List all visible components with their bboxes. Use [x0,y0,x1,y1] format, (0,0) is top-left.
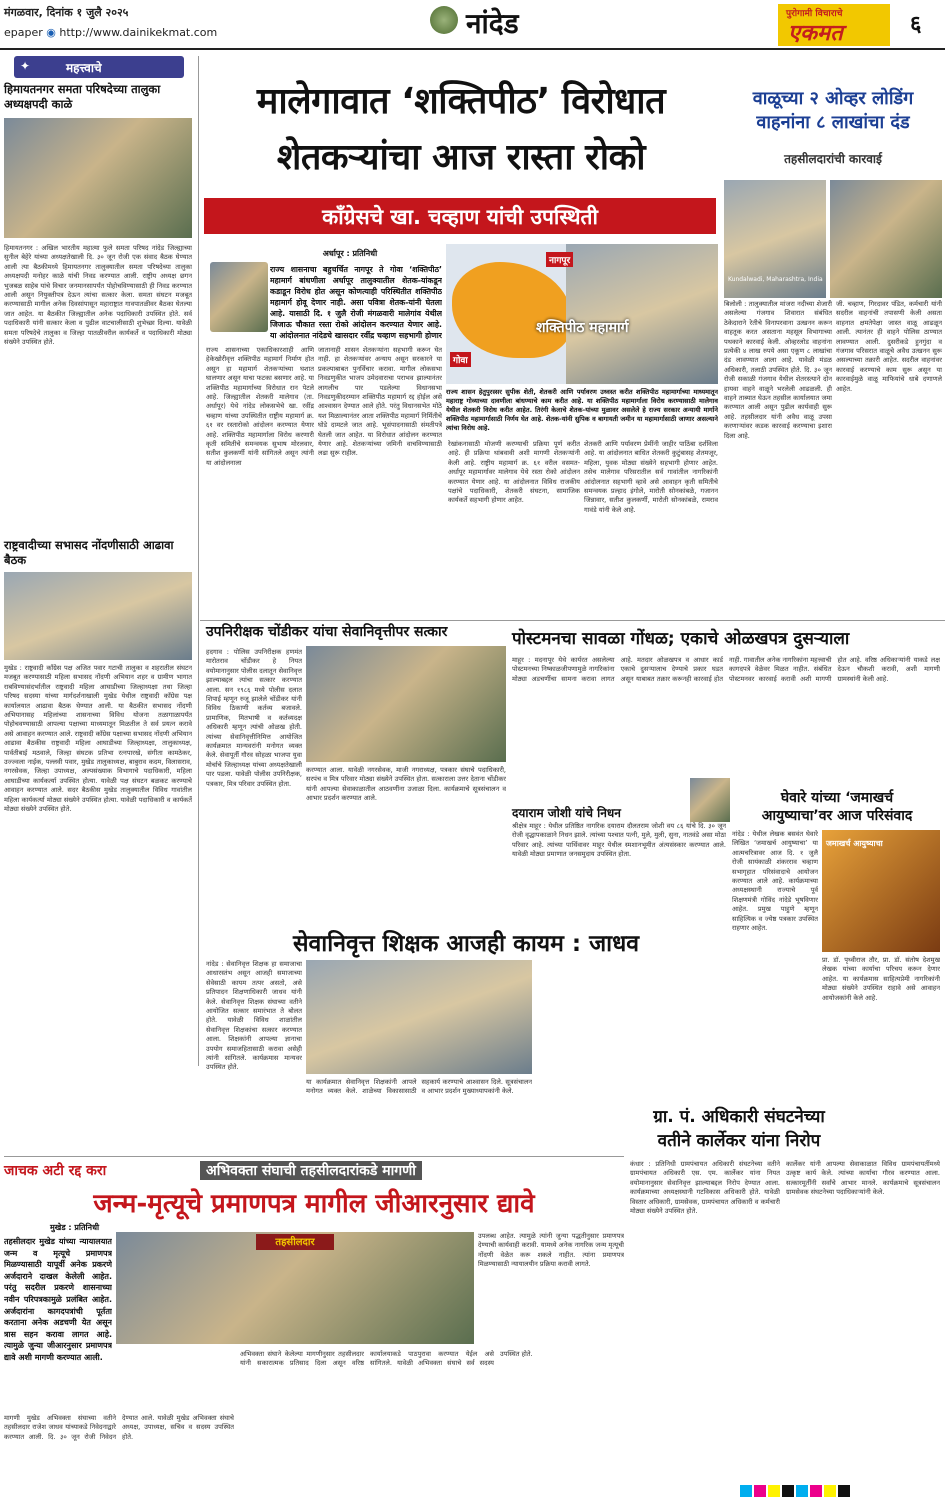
sand-headline-1: वाळूच्या २ ओव्हर लोडिंग [752,88,914,109]
jadhav-photo [306,960,532,1074]
lead-intro: राज्य शासनाचा बहुचर्चित नागपूर ते गोवा ‘शक्तिपीठ’ महामार्ग बांधणीला अर्धापूर तालुक्यातील शेतक-यांकडून कडाडून विरोध होत असून कोणत्याही परिस्थितीत शक्तिपीठ महामार्ग होवू देणार नाही. असा पवित्रा शेतक-यांनी घेतला आहे. यासाठी दि. १ जुलै रोजी मंगळवारी मालेगांव येथील जिजाऊ चौकात रस्ता रोको आंदोलन करण्यात येणार आहे. या आंदोलनात नांदेडचे खासदार रवींद्र चव्हाण सहभागी होणार [270,265,442,340]
karlekar-headline-1: ग्रा. पं. अधिकारी संघटनेच्या [653,1107,825,1127]
map-label: शक्तिपीठ महामार्ग [536,320,629,336]
lead-col-1: राज्य शासनाच्या एकाधिकारशाही आणि हेकेखोरीवृत्त शक्तिपीठ महामार्ग निर्माण होत असून हा महामार्ग शेतकऱ्यांच्या घशात घालणार असून याचा फटका बसणार आहे. या शक्तिपीठ महामार्गाच्या विरोधात रान पेटले आहे. जिल्ह्यातील शेतकरी मालेगाव (ता. अर्धापूर) येथे नांदेड लोकसभेचे खा. रवींद्र चव्हाण यांच्या उपस्थितीत राष्ट्रीय महामार्ग क्र. ६१ वर रस्तारोको आंदोलन करण्यात येणार आहे. शक्तिपीठ महामार्गाला विरोध करणारी कृती समितीचे समन्वयक सुभाष मोरलवार, सतीश कुलकर्णी यांनी सांगितले असून त्यांनी या आंदोलनाला [206,346,314,467]
book-body-2: प्रा. डॉ. पृथ्वीराज तौर, प्रा. डॉ. संतोष देशमुख लेखक यांच्या कार्याचा परिचय करून देणार आहेत. या कार्यक्रमास साहित्यप्रेमी नागरिकांनी मोठ्या संख्येने उपस्थित राहावे असे आवाहन आयोजकांनी केले आहे. [822,956,940,1002]
bottom-photo [116,1232,474,1344]
mp-portrait [210,262,268,332]
karlekar-body: कंधार : प्रतिनिधी ग्रामपंचायत अधिकारी संघटनेच्या वतीने ग्रामपंचायत अधिकारी एस. एम. कार्लेकर यांना नियत वयोमानानुसार सेवानिवृत्त झाल्याबद्दल निरोप देण्यात आला. कार्यक्रमाच्या अध्यक्षस्थानी गटविकास अधिकारी होते. यावेळी विस्तार अधिकारी, ग्रामसेवक, ग्रामपंचायत अधिकारी व कर्मचारी मोठ्या संख्येने उपस्थित होते. [630,1160,780,1216]
lead-col-4: शेतकरी आणि पर्यावरण प्रेमींनी जाहीर पाठिंबा दर्शविला आहे. या आंदोलनात बाधित शेतकरी कुटुंबासह शेतमजूर, महिला, युवक मोठ्या संख्येने सहभागी होणार आहेत. तसेच मालेगाव परिसरातील सर्व गावांतील नागरिकांनी आंदोलनात सहभागी व्हावे असे आवाहन कृती समितीचे समन्वयक प्रल्हाद इंगोले, मारोती सोनकांबळे, गजानन जिन्नावार, सतीश कुलकर्णी, मारोती सोनकांबळे, रामराव गावंडे यांनी केले आहे. [584,440,718,514]
sand-headline-2: वाहनांना ८ लाखांचा दंड [756,112,910,133]
lead-dateline: अर्धापूर : प्रतिनिधी [322,249,378,258]
jadhav-headline: सेवानिवृत्त शिक्षक आजही कायम : जाधव [292,931,640,957]
sidebar-story2-headline: राष्ट्रवादीच्या सभासद नोंदणीसाठी आढावा बैठक [4,538,174,567]
bottom-col-1: मागणी मुखेड अभिवक्ता संघाच्या वतीने तहसीलदार राजेश जाधव यांच्याकडे निवेदनाद्वारे करण्यात आली. दि. ३० जून रोजी निवेदन देण्यात आले. यावेळी मुखेड अभिवक्ता संघाचे अध्यक्ष, उपाध्यक्ष, सचिव व सदस्य उपस्थित होते. [4,1414,234,1441]
star-icon: ✦ [20,59,31,73]
edition-name: नांदेड [466,7,519,40]
masthead [0,0,945,50]
page-number: ६ [910,12,922,37]
bottom-dateline: मुखेड : प्रतिनिधी [50,1223,100,1232]
mid-rule [200,620,945,621]
highway-map [446,244,718,384]
issue-date: मंगळवार, दिनांक १ जुलै २०२५ [4,6,129,19]
police-photo [306,646,506,762]
map-city-2: गोवा [450,352,471,367]
globe-icon: ◉ [46,26,56,39]
section-tag [14,56,184,78]
book-cover [822,830,940,952]
epaper-link[interactable] [4,26,217,39]
lead-subhead: काँग्रेसचे खा. चव्हाण यांची उपस्थिती [322,205,598,229]
ribbon-left: जाचक अटी रद्द करा [4,1163,107,1179]
bottom-ribbon [4,1156,624,1180]
ribbon-right: अभिवक्ता संघाची तहसीलदारांकडे मागणी [200,1161,422,1180]
lead-subhead-box [204,198,716,234]
obit-body: श्रीक्षेत्र माहूर : येथील प्रतिष्ठित नागरिक दयाराम दौलतराम जोशी वय ८६ यांचे दि. ३० जून रोजी वृद्धापकाळाने निधन झाले. त्यांच्या पश्चात पत्नी, मुले, मुली, सुना, नातवंडे असा मोठा परिवार आहे. त्यांच्या पार्थिवावर माहूर येथील स्मशानभूमीत अंत्यसंस्कार करण्यात आले. यावेळी मोठ्या प्रमाणात जनसमुदाय उपस्थित होता. [512,822,726,859]
sidebar-story1-photo [4,118,192,238]
brand-box [778,4,890,46]
police-body-2: करण्यात आला. यावेळी नगरसेवक, माजी नगराध्यक्ष, पत्रकार संघाचे पदाधिकारी, सरपंच व मित्र परिवार मोठ्या संख्येने उपस्थित होता. सत्काराला उत्तर देताना चोंडीकर यांनी आपल्या सेवाकाळातील आठवणींना उजाळा दिला. कार्यक्रमाचे सूत्रसंचालन व आभार प्रदर्शन करण्यात आले. [306,766,506,803]
sidebar-story2-body: मुखेड : राष्ट्रवादी काँग्रेस पक्ष अजित पवार गटाची तालुका व शहरातील संघटन मजबूत करण्यासाठी महिला सभासद नोंदणी अभियान शहर व ग्रामीण भागात राबविण्यासंदर्भातील राष्ट्रवादी महिला आघाडीच्या जिल्हाध्यक्षा तथा जिल्हा परिषद सदस्या यांच्या मार्गदर्शनाखाली मुखेड येथील राष्ट्रवादी काँग्रेस पक्ष कार्यालयात आढावा बैठक घेण्यात आली. या बैठकीत सभासद नोंदणी अभियानासह महिलांच्या शासनाच्या विविध योजना तळागाळापर्यंत पोहोचवण्यासाठी आपल्या पक्षाच्या माध्यमातून मिळतील ते सर्व प्रयत्न करावे असे आवाहन करण्यात आले. राष्ट्रवादी काँग्रेस पक्षाच्या सभासद नोंदणी अभियान आढावा बैठकीस राष्ट्रवादी महिला आघाडीच्या जिल्हाध्यक्षा, तालुकाध्यक्ष, पार्वतीबाई मठवाले, जिल्हा संघटक प्रतिभा रत्नपारखे, संगीता कामठेकर, उज्ज्वला नाईक, पल्लवी पवार, मुखेड तालुकाध्यक्ष, बाबुराव कदम, विलासराव, नगरसेवक, जिल्हा उपाध्यक्ष, अल्पसंख्याक विभागाचे पदाधिकारी, महिला आघाडीच्या कार्यकर्त्या उपस्थित होत्या. यावेळी पक्ष संघटन बळकट करण्याचे आवाहन करण्यात आले. सदर बैठकीस मुखेड तालुक्यातील विविध गावांतील महिला कार्यकर्त्या मोठ्या संख्येने उपस्थित होत्या. यावेळी पदाधिकारी व कार्यकर्ते मोठ्या संख्येने उपस्थित होते. [4,664,192,814]
website-url[interactable]: http://www.dainikekmat.com [59,26,218,39]
sidebar-story1-body: हिमायतनगर : अखिल भारतीय महात्मा फुले समता परिषद नांदेड जिल्ह्याच्या सुनील बेहेरे यांच्या अध्यक्षतेखाली दि. ३० जून रोजी एक संवाद बैठक घेण्यात आली त्या बैठकीमध्ये हिमायतनगर तालुक्यातील समता परिषदेच्या तालुका अध्यक्षपदी मनोहर काळे यांची निवड करण्यात आली. राष्ट्रीय अध्यक्ष छगन भुजबळ साहेब यांचे विचार जनमानसापर्यंत पोहोचविण्यासाठी ही निवड करण्यात आली असून नियुक्तीपत्र देऊन त्यांचा सत्कार केला. समता संघटन मजबूत करण्यासाठी मागील अनेक दिवसांपासून महाराष्ट्रात गावपातळीवर बैठका घेतल्या जात आहेत. या बैठकीत जिल्ह्यातील अनेक पदाधिकारी उपस्थित होते. सर्व पदाधिकारी यांनी सत्कार केला व पुढील वाटचालीसाठी शुभेच्छा दिल्या. यावेळी समता परिषदेचे तालुका व जिल्हा पातळीवरील कार्यकर्ते व पदाधिकारी मोठ्या संख्येने उपस्थित होते. [4,244,192,347]
obit-portrait [690,778,730,822]
bottom-lede: तहसीलदार मुखेड यांच्या न्यायालयात जन्म व मृत्यूचे प्रमाणपत्र मिळण्यासाठी यापूर्वी अनेक प्रकरणे अर्जदाराने दाखल केलेली आहेत. परंतु सदरील प्रकरणे शासनाच्या नवीन परिपत्रकामुळे प्रलंबित आहेत. अर्जदारांना कागदपत्रांची पूर्तता करताना अनेक अडचणी येत असून त्रास सहन करावा लागत आहे. त्यामुळे जुन्या जीआरनुसार प्रमाणपत्र द्यावे अशी मागणी करण्यात आली. [4,1237,112,1362]
postman-headline: पोस्टमनचा सावळा गोंधळ; एकाचे ओळखपत्र दुसऱ्याला [512,629,850,649]
police-headline: उपनिरीक्षक चोंडीकर यांचा सेवानिवृत्तीपर सत्कार [206,624,448,640]
sand-photo-caption: Kundalwadi, Maharashtra, India [728,276,823,283]
sand-body-2: जी. चव्हाण, गिरदावर पंडित, कर्मचारी यांनी सदरील वाहनांची तपासणी केली असता वाहनात क्षमतेपेक्षा जास्त वाळू आढळून आली. त्यानंतर ही वाहने पोलिस ठाण्यात लावण्यात आली. दुसरीकडे हुनगुंदा व गंजगाव परिसरात वाळूचे अवैध उत्खनन सुरू असल्याच्या तक्रारी आहेत. सदरील वाहनांवर कारवाई करण्याचे काम सुरू असून या कारवाईमुळे वाळू माफियांचे धाबे दणाणले आहेत. [836,300,942,393]
book-body: नांदेड : येथील लेखक बसवंत घेवारे लिखित ‘जमाखर्च आयुष्याचा’ या आत्मचरित्रावर आज दि. १ जुलै रोजी सायंकाळी शंकरराव चव्हाण सभागृहात परिसंवादाचे आयोजन करण्यात आले आहे. कार्यक्रमाच्या अध्यक्षस्थानी राज्याचे पूर्व शिक्षणमंत्री गोविंद नांदेडे भूषविणार आहेत. प्रमुख पाहुणे म्हणून साहित्यिक व ज्येष्ठ पत्रकार उपस्थित राहणार आहेत. [732,830,818,933]
jadhav-body: नांदेड : सेवानिवृत्त शिक्षक हा समाजाचा आधारस्तंभ असून आजही समाजाच्या सेवेसाठी कायम तत्पर असतो, असे प्रतिपादन शिक्षणाधिकारी जाधव यांनी केले. सेवानिवृत्त शिक्षक संघाच्या वतीने आयोजित सत्कार समारंभात ते बोलत होते. यावेळी विविध शाळांतील सेवानिवृत्त शिक्षकांचा सत्कार करण्यात आला. शिक्षकांनी आपल्या ज्ञानाचा उपयोग समाजहितासाठी करावा असेही त्यांनी सांगितले. कार्यक्रमास मान्यवर उपस्थित होते. [206,960,302,1072]
sidebar-story2-photo [4,572,192,660]
tree-logo-icon [430,6,458,34]
sand-body: बिलोली : तालुक्यातील मांजरा नदीच्या शेजारी असलेल्या गंजगाव शिवारात संबंधित ठेकेदाराने रेतीचे विनापरवाना उत्खनन करून वाहतूक करत असताना महसूल विभागाच्या पथकाने कारवाई केली. ओव्हरलोड वाहनांना प्रत्येकी ४ लाख रुपये असा एकूण ८ लाखांचा दंड लावण्यात आला आहे. यावेळी मंडळ अधिकारी, तलाठी उपस्थित होते. दि. ३० जून रोजी सकाळी गंजगाव येथील शेतरस्त्याने दोन हायवा वाहने वाळूने भरलेली आढळली. ही वाहने ताब्यात घेऊन तहसील कार्यालयात जमा करण्यात आली असून पुढील कार्यवाही सुरू आहे. तहसीलदार यांनी अवैध वाळू उपसा करणाऱ्यांवर कडक कारवाई करण्याचा इशारा दिला आहे. [724,300,832,440]
book-headline-1: घेवारे यांच्या ‘जमाखर्च [780,790,894,806]
book-headline-2: आयुष्याचा’वर आज परिसंवाद [761,808,913,824]
bottom-photo-banner: तहसीलदार [256,1234,334,1250]
column-rule [198,56,199,1066]
postman-body: माहूर : मदनापूर येथे कार्यरत असलेल्या पोस्टमनच्या निष्काळजीपणामुळे नागरिकांना मोठ्या अडचणींचा सामना करावा लागत आहे. मतदार ओळखपत्र व आधार कार्ड एकाचे दुसऱ्यालाच देण्याचे प्रकार घडत असून याबाबत तक्रार करूनही कारवाई होत नाही. गावातील अनेक नागरिकांना महत्त्वाची कागदपत्रे वेळेवर मिळत नाहीत. संबंधित पोस्टमनवर कारवाई करावी अशी मागणी होत आहे. वरिष्ठ अधिकाऱ्यांनी याकडे लक्ष देऊन चौकशी करावी, अशी मागणी ग्रामस्थांनी केली आहे. [512,656,940,683]
lead-map-caption: राज्य शासन हेतुपुरस्सर सुपीक शेती, शेतकरी आणि पर्यावरण उध्वस्त करीत शक्तिपीठ महामार्गाच्या माध्यमातून महाराष्ट्र गोव्याच्या दावणीला बांधण्याचे काम करीत आहे. या शक्तिपीठ महामार्गाला विरोध करण्यासाठी मालेगाव येथील शेतकरी विरोध करीत आहेत. तिरंगी केलाचे शेतक-यांच्या मुळावर असलेले हे राज्य सरकार अन्यायी मार्गाने शक्तिपीठ महामार्गासाठी निर्णय घेत आहे. शेतक-यांनी सुपिक व बागायती जमीन या महामार्गासाठी जाणार असल्याने त्यांचा विरोध आहे. [446,388,718,432]
lead-headline-2: शेतकऱ्यांचा आज रास्ता रोको [276,137,646,178]
epaper-label: epaper [4,26,43,39]
brand-name: एकमत [788,21,843,46]
police-body: हदगाव : पोलिस उपनिरीक्षक हणमंत मारोतराव चोंडीकर हे नियत वयोमानानुसार पोलीस दलातून सेवानिवृत्त झाल्याबद्दल त्यांचा सत्कार करण्यात आला. सन १९८६ मध्ये पोलीस दलात शिपाई म्हणून रुजू झालेले चोंडीकर यांनी विविध ठिकाणी कर्तव्य बजावले. प्रामाणिक, मितभाषी व कर्तव्यदक्ष अधिकारी म्हणून त्यांची ओळख होती. त्यांच्या सेवानिवृत्तीनिमित्त आयोजित कार्यक्रमात मान्यवरांनी मनोगत व्यक्त केले. सेवापूर्ती गौरव सोहळा भाजपा युवा मोर्चाचे जिल्हाध्यक्ष यांच्या अध्यक्षतेखाली पार पडला. यावेळी पोलीस उपनिरीक्षक, पत्रकार, मित्र परिवार उपस्थित होता. [206,648,302,788]
maharashtra-shape [452,262,572,358]
lead-col-3: रेखांकनासाठी मोजणी करण्याची प्रक्रिया पूर्ण करीत आहे. ही प्रक्रिया थांबवावी अशी मागणी शेतकऱ्यांनी केली आहे. राष्ट्रीय महामार्ग क्र. ६१ वरील वसमत-अर्धापूर महामार्गावर मालेगाव येथे रस्ता रोको आंदोलन करण्यात येणार आहे. या आंदोलनात विविध राजकीय पक्षांचे पदाधिकारी, शेतकरी संघटना, सामाजिक कार्यकर्ते सहभागी होणार आहेत. [448,440,580,505]
map-city-1: नागपूर [546,252,573,267]
brand-tagline: पुरोगामी विचाराचे [786,9,843,19]
bottom-col-2: उपलब्ध आहेत. त्यामुळे त्यांनी जुन्या पद्धतीनुसार प्रमाणपत्र देण्याची कार्यवाही करावी. यामध्ये अनेक नागरिक जन्म मृत्यूची नोंदणी वेळेत करू शकले नाहीत. त्यांना प्रमाणपत्र मिळण्यासाठी न्यायालयीन प्रक्रिया करावी लागते. [478,1232,624,1269]
karlekar-body-2: कार्लेकर यांनी आपल्या सेवाकाळात विविध ग्रामपंचायतींमध्ये उत्कृष्ट कार्य केले. त्यांच्या कार्याचा गौरव करण्यात आला. सत्कारमूर्तींनी सर्वांचे आभार मानले. कार्यक्रमाचे सूत्रसंचालन ग्रामसेवक संघटनेच्या पदाधिकाऱ्यांनी केले. [786,1160,940,1197]
karlekar-headline-2: वतीने कार्लेकर यांना निरोप [657,1131,821,1151]
sand-photo-2 [830,180,942,298]
jadhav-body-2: या कार्यक्रमात सेवानिवृत्त शिक्षकांनी आपले मनोगत व्यक्त केले. शाळेच्या विकासासाठी सहकार्य करण्याचे आश्वासन दिले. सूत्रसंचालन व आभार प्रदर्शन मुख्याध्यापकांनी केले. [306,1078,532,1096]
sidebar-story1-headline: हिमायतनगर समता परिषदेच्या तालुका अध्यक्षपदी काळे [4,82,161,111]
sand-kicker: तहसीलदारांची कारवाई [784,152,882,166]
highway-photo [566,244,718,384]
book-cover-title: जमाखर्च आयुष्याचा [826,839,883,848]
bottom-headline: जन्म-मृत्यूचे प्रमाणपत्र मागील जीआरनुसार द्यावे [93,1189,535,1219]
lead-headline-1: मालेगावात ‘शक्तिपीठ’ विरोधात [256,81,666,122]
color-registration-strip [740,1482,940,1496]
bottom-col-3: अभिवक्ता संघाने केलेल्या मागणीनुसार तहसीलदार यांनी सकारात्मक प्रतिसाद दिला असून वरिष्ठ कार्यालयाकडे पाठपुरावा करण्यात येईल असे सांगितले. यावेळी अभिवक्ता संघाचे सर्व सदस्य उपस्थित होते. [240,1350,533,1368]
lead-col-2: जातानाही शासन शेतकऱ्यांना सहभागी करून घेत नाही. हा शेतकऱ्यांवर अन्याय असून सरकारने या प्रकल्पाबाबत पुनर्विचार करावा. मागील लोकसभा निवडणुकीत भाजप उमेदवाराचा पराभव झाल्यानंतर लागलीच पार पडलेल्या विधानसभा निवडणुकीदरम्यान शक्तिपीठ महामार्ग रद्द होईल असे आश्वासन देण्यात आले होते. परंतु विधानसभेत मोठे यश मिळाल्यानंतर आता शक्तिपीठ महामार्ग निर्मितीचे घोडे दामटले जात आहे. भूसंपादनासाठी संमतीपत्रे घेतली जात आहेत. या विरोधात आंदोलन करण्यात येणार आहे. शेतकऱ्यांच्या जमिनी वाचविण्यासाठी लढा सुरू राहील. [318,346,442,458]
section-label: महत्त्वाचे [66,61,102,75]
obit-heading: दयाराम जोशी यांचे निधन [512,806,621,820]
